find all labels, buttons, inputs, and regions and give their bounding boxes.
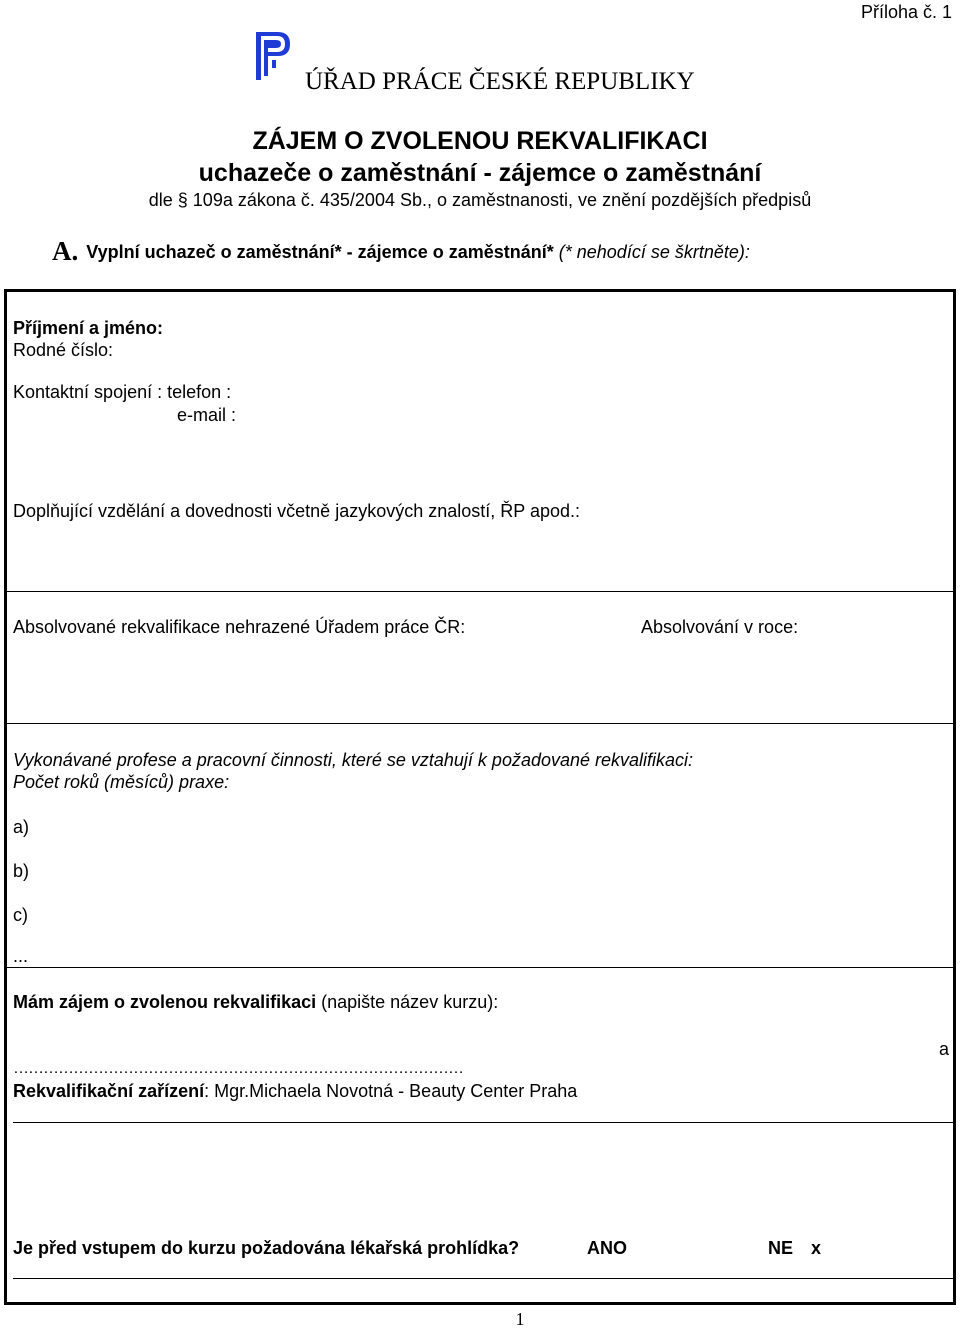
medical-exam-question: Je před vstupem do kurzu požadována lékařská prohlídka? — [13, 1238, 520, 1258]
interest-label — [13, 992, 498, 1013]
facility-value: : Mgr.Michaela Novotná - Beauty Center Praha — [204, 1081, 578, 1101]
form-title: ZÁJEM O ZVOLENOU REKVALIFIKACI — [252, 127, 708, 155]
divider-line — [7, 967, 953, 968]
education-label: Doplňující vzdělání a dovednosti včetně jazykových znalostí, ŘP apod.: — [13, 501, 580, 521]
item-c: c) — [13, 905, 28, 925]
labour-office-logo — [252, 28, 292, 84]
name-label: Příjmení a jméno: — [13, 318, 164, 338]
divider-line — [7, 591, 953, 592]
section-letter: A. — [52, 236, 79, 266]
completed-requalifications-label: Absolvované rekvalifikace nehrazené Úřadem práce ČR: — [13, 617, 466, 637]
law-reference: dle § 109a zákona č. 435/2004 Sb., o zaměstnanosti, ve znění pozdějších předpisů — [148, 190, 812, 210]
form-subtitle: uchazeče o zaměstnání - zájemce o zaměstnání — [198, 159, 762, 187]
divider-line — [13, 1122, 953, 1123]
application-form — [4, 289, 956, 1305]
medical-exam-no[interactable]: NE — [768, 1238, 794, 1258]
attachment-label: Příloha č. 1 — [860, 2, 952, 22]
course-name-dotted-line: ……………………………………………………………………………… — [13, 1060, 463, 1077]
section-a-text: Vyplní uchazeč o zaměstnání* - zájemce o zaměstnání* — [86, 242, 554, 262]
practice-years-label: Počet roků (měsíců) praxe: — [13, 772, 230, 792]
email-label: e-mail : — [177, 405, 237, 425]
divider-line — [13, 1278, 953, 1279]
facility-label: Rekvalifikační zařízení — [13, 1081, 205, 1101]
page-number: 1 — [515, 1309, 525, 1328]
completion-year-label: Absolvování v roce: — [641, 617, 799, 637]
facility-line — [13, 1081, 577, 1102]
interest-label-bold: Mám zájem o zvolenou rekvalifikaci — [13, 992, 317, 1012]
dots-suffix: a — [939, 1039, 950, 1059]
section-a-note: (* nehodící se škrtněte): — [558, 242, 750, 262]
interest-label-rest: (napište název kurzu): — [316, 992, 499, 1012]
office-name: ÚŘAD PRÁCE ČESKÉ REPUBLIKY — [305, 68, 695, 95]
medical-exam-yes[interactable]: ANO — [587, 1238, 627, 1258]
professions-label: Vykonávané profese a pracovní činnosti, které se vztahují k požadované rekvalifikaci: — [13, 750, 694, 770]
item-more: ... — [13, 946, 29, 966]
section-a-heading — [52, 236, 750, 267]
item-a: a) — [13, 817, 30, 837]
birth-number-label: Rodné číslo: — [13, 340, 114, 360]
contact-label: Kontaktní spojení : telefon : — [13, 382, 232, 402]
divider-line — [7, 723, 953, 724]
medical-exam-no-mark: x — [811, 1238, 822, 1258]
item-b: b) — [13, 861, 30, 881]
